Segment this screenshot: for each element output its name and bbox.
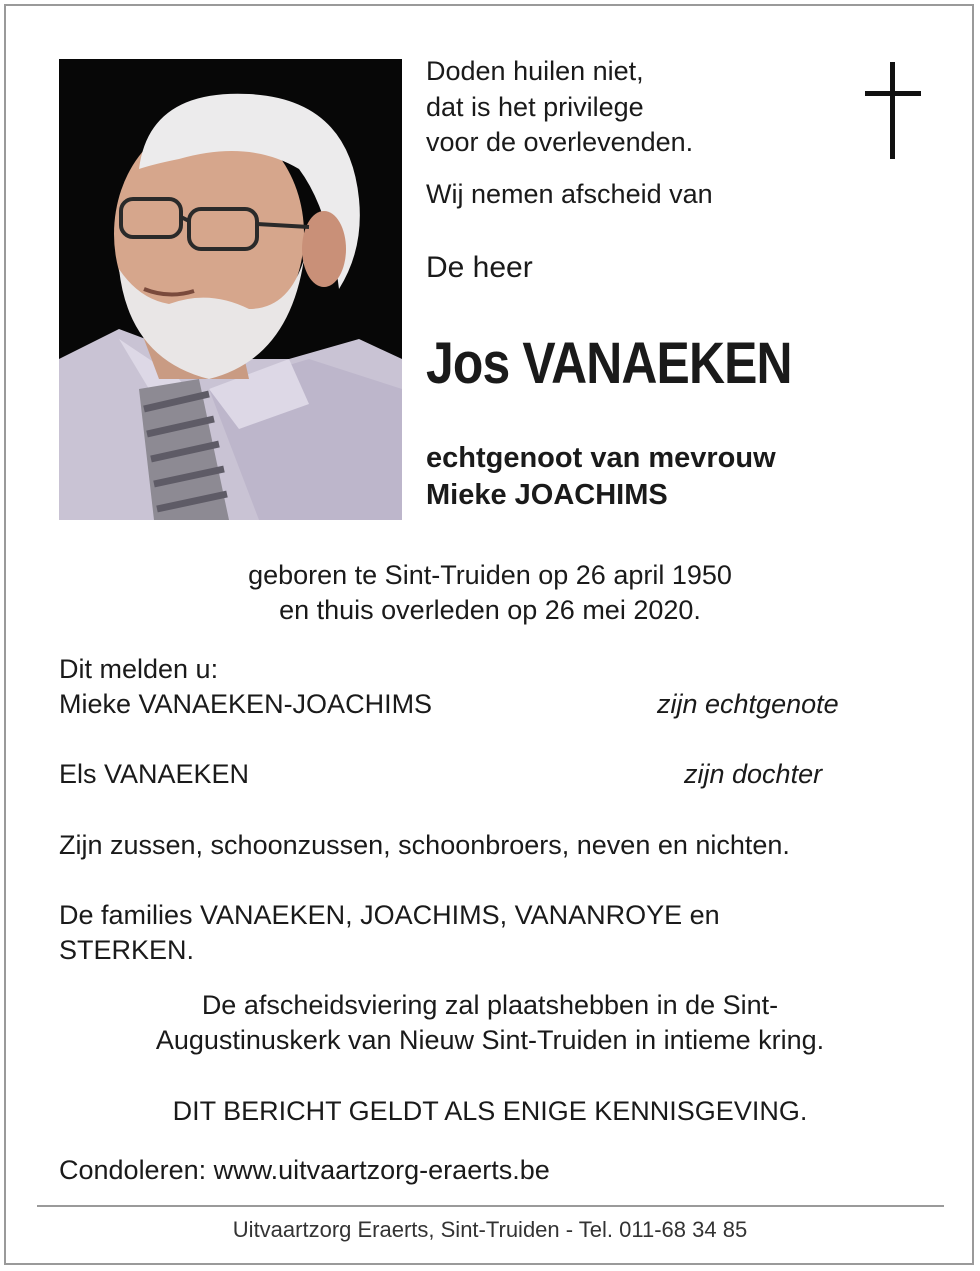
funeral-home-footer: Uitvaartzorg Eraerts, Sint-Truiden - Tel. 011-68 34 85 (232, 1217, 748, 1242)
family-member-relation: zijn echtgenote (657, 689, 839, 719)
ceremony-line: Augustinuskerk van Nieuw Sint-Truiden in intieme kring. (155, 1025, 825, 1055)
ceremony-line: De afscheidsviering zal plaatshebben in de Sint- (201, 990, 779, 1020)
dates-line: en thuis overleden op 26 mei 2020. (279, 595, 701, 625)
relatives-line: Zijn zussen, schoonzussen, schoonbroers, neven en nichten. (59, 830, 790, 860)
family-member-name: Mieke VANAEKEN-JOACHIMS (59, 689, 433, 719)
portrait-photo (59, 59, 402, 520)
families-line: De families VANAEKEN, JOACHIMS, VANANROYE en (59, 900, 720, 930)
poem-line: voor de overlevenden. (426, 127, 694, 157)
spouse-info (426, 440, 776, 514)
families-list (59, 898, 859, 968)
footer-divider (37, 1205, 944, 1207)
deceased-name: Jos VANAEKEN (426, 331, 792, 396)
spouse-line: Mieke JOACHIMS (426, 479, 668, 511)
poem-line: Doden huilen niet, (426, 56, 644, 86)
farewell-intro: Wij nemen afscheid van (426, 179, 713, 209)
ceremony-info (0, 988, 980, 1058)
condolence-link[interactable]: Condoleren: www.uitvaartzorg-eraerts.be (59, 1155, 550, 1185)
poem (426, 54, 693, 161)
notice-text: DIT BERICHT GELDT ALS ENIGE KENNISGEVING. (172, 1096, 808, 1126)
family-member-relation: zijn dochter (684, 759, 823, 789)
family-member-name: Els VANAEKEN (59, 759, 250, 789)
families-line: STERKEN. (59, 935, 195, 965)
spouse-line: echtgenoot van mevrouw (426, 442, 776, 474)
cross-icon (865, 62, 921, 159)
honorific-title: De heer (426, 251, 533, 284)
birth-death-dates (0, 558, 980, 628)
dates-line: geboren te Sint-Truiden op 26 april 1950 (248, 560, 732, 590)
announce-label: Dit melden u: (59, 654, 219, 684)
poem-line: dat is het privilege (426, 91, 644, 122)
